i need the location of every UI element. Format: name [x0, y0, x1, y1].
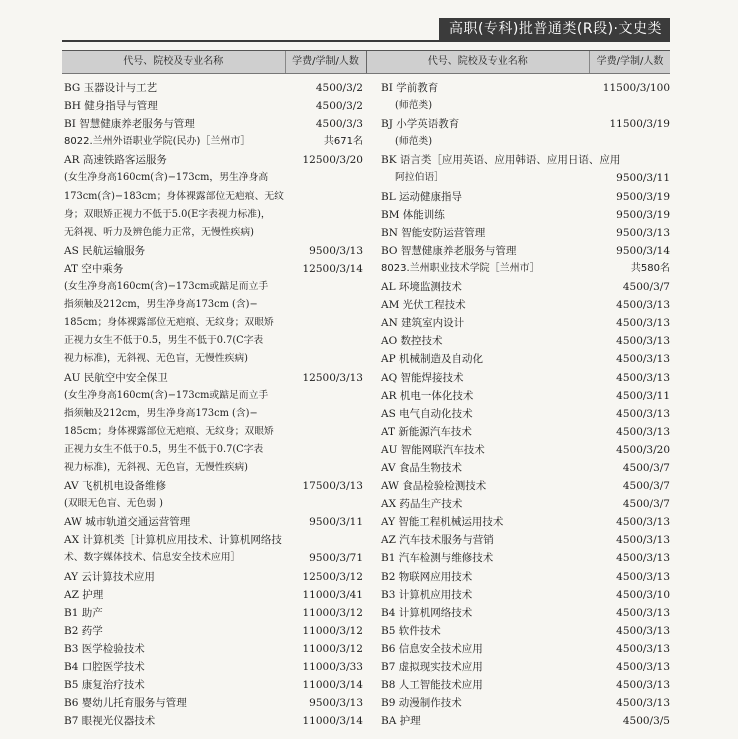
- program-name: AW 食品检验检测技术: [381, 480, 487, 493]
- note-row: [62, 405, 365, 423]
- program-name: 正视力女生不低于0.5，男生不低于0.7(C字表: [64, 443, 264, 455]
- program-name: BJ 小学英语教育: [381, 118, 460, 131]
- program-fee: 9500/3/71: [309, 552, 363, 565]
- school-row: [369, 260, 672, 278]
- program-row: [369, 712, 672, 730]
- program-fee: 12500/3/20: [302, 154, 363, 167]
- program-row: [369, 622, 672, 640]
- program-fee: 4500/3/13: [616, 371, 670, 384]
- program-name: (女生净身高160cm(含)−173cm或踮足而立手: [64, 389, 269, 401]
- program-name: AV 飞机机电设备维修: [64, 480, 166, 493]
- program-fee: 12500/3/14: [302, 262, 363, 275]
- program-name: 视力标准)，无斜视、无色盲，无慢性疾病): [64, 353, 248, 365]
- program-row: [369, 513, 672, 531]
- program-name: AY 云计算技术应用: [64, 570, 155, 583]
- program-name: B2 物联网应用技术: [381, 570, 473, 583]
- note-row: [62, 350, 365, 368]
- program-name: BG 玉器设计与工艺: [64, 82, 158, 94]
- program-row: [369, 694, 672, 712]
- program-row: [369, 531, 672, 549]
- program-row: [369, 206, 672, 224]
- program-row: [369, 604, 672, 622]
- top-rule: [62, 40, 670, 42]
- program-fee: 11500/3/100: [602, 82, 670, 94]
- program-name: AZ 汽车技术服务与营销: [381, 534, 494, 547]
- program-row: [62, 658, 365, 676]
- program-fee: 4500/3/7: [622, 281, 670, 294]
- program-row: [62, 568, 365, 586]
- program-row: [369, 188, 672, 206]
- program-row: [369, 441, 672, 459]
- program-fee: 4500/3/13: [616, 516, 670, 529]
- program-name: BA 护理: [381, 715, 421, 728]
- program-fee: 9500/3/19: [616, 208, 670, 221]
- program-name: 185cm；身体裸露部位无疤痕、无纹身；双眼矫: [64, 425, 274, 437]
- program-name: BH 健身指导与管理: [64, 100, 158, 113]
- program-fee: 11000/3/33: [302, 661, 363, 673]
- program-row: [369, 224, 672, 242]
- note-row: [62, 495, 365, 513]
- program-row: [369, 369, 672, 387]
- program-row: [62, 242, 365, 260]
- program-name: 173cm(含)−183cm；身体裸露部位无疤痕、无纹: [64, 190, 284, 202]
- program-name: BO 智慧健康养老服务与管理: [381, 244, 517, 257]
- program-fee: 4500/3/11: [616, 389, 670, 402]
- note-row: [369, 133, 672, 151]
- program-fee: 9500/3/13: [616, 226, 670, 239]
- note-row: [62, 423, 365, 441]
- header-fee-left: 学费/学制/人数: [285, 51, 366, 73]
- program-name: B5 软件技术: [381, 624, 441, 637]
- program-name: AZ 护理: [64, 588, 104, 601]
- program-name: AX 计算机类［计算机应用技术、计算机网络技: [64, 534, 282, 547]
- program-name: AU 民航空中安全保卫: [64, 371, 168, 384]
- program-row: [62, 97, 365, 115]
- program-row: [369, 676, 672, 694]
- program-row: [62, 151, 365, 169]
- program-row: [62, 513, 365, 531]
- program-name: BK 语言类［应用英语、应用韩语、应用日语、应用: [381, 154, 621, 167]
- program-row: [62, 586, 365, 604]
- note-row: [62, 206, 365, 224]
- program-name: 8022.兰州外语职业学院(民办)［兰州市］: [64, 136, 251, 148]
- program-name: AX 药品生产技术: [381, 498, 463, 511]
- program-name: AU 智能网联汽车技术: [381, 443, 485, 456]
- header-fee-right: 学费/学制/人数: [589, 51, 670, 73]
- program-row: [62, 694, 365, 712]
- program-name: AP 机械制造及自动化: [381, 353, 483, 366]
- note-row: [62, 224, 365, 242]
- note-row: [62, 441, 365, 459]
- program-fee: 4500/3/13: [616, 570, 670, 583]
- program-row: [62, 622, 365, 640]
- program-name: BI 学前教育: [381, 82, 439, 94]
- program-name: 8023.兰州职业技术学院［兰州市］: [381, 262, 540, 274]
- program-name: 正视力女生不低于0.5，男生不低于0.7(C字表: [64, 335, 264, 347]
- table-header: [62, 50, 670, 74]
- program-name: B4 口腔医学技术: [64, 661, 145, 673]
- program-fee: 4500/3/13: [616, 534, 670, 547]
- program-fee: 11000/3/12: [302, 624, 363, 637]
- program-row: [62, 115, 365, 133]
- program-fee: 4500/3/10: [616, 588, 670, 601]
- program-fee: 4500/3/7: [622, 461, 670, 474]
- table-body: [62, 79, 670, 730]
- program-row: [369, 658, 672, 676]
- program-fee: 4500/3/13: [616, 642, 670, 655]
- program-row: [369, 477, 672, 495]
- program-row: [62, 79, 365, 97]
- program-row: [369, 549, 672, 567]
- program-fee: 4500/3/13: [616, 552, 670, 565]
- program-fee: 11000/3/41: [302, 588, 363, 601]
- program-row: [62, 676, 365, 694]
- program-row: [369, 495, 672, 513]
- program-name: AW 城市轨道交通运营管理: [64, 516, 191, 529]
- program-row: [62, 369, 365, 387]
- program-name: 身；双眼矫正视力不低于5.0(E字表视力标准)，: [64, 208, 271, 220]
- program-fee: 4500/3/13: [616, 606, 670, 619]
- program-row: [62, 477, 365, 495]
- program-name: AR 高速铁路客运服务: [64, 154, 167, 167]
- admissions-table: [62, 50, 670, 730]
- program-name: 术、数字媒体技术、信息安全技术应用］: [64, 552, 241, 564]
- program-row: [62, 712, 365, 730]
- program-row: [369, 459, 672, 477]
- program-name: B3 医学检验技术: [64, 642, 145, 655]
- program-fee: 4500/3/13: [616, 425, 670, 438]
- program-row: [369, 568, 672, 586]
- program-fee: 12500/3/12: [302, 570, 363, 583]
- program-name: B7 虚拟现实技术应用: [381, 661, 483, 673]
- program-fee: 4500/3/13: [616, 317, 670, 330]
- note-row: [62, 332, 365, 350]
- note-row: [62, 278, 365, 296]
- program-fee: 4500/3/13: [616, 353, 670, 366]
- program-row: [369, 405, 672, 423]
- program-fee: 9500/3/11: [309, 516, 363, 529]
- program-fee: 17500/3/13: [302, 480, 363, 493]
- program-row: [62, 260, 365, 278]
- program-row: [369, 586, 672, 604]
- program-row: [369, 314, 672, 332]
- program-name: AT 空中乘务: [64, 262, 124, 275]
- note-row: [369, 97, 672, 115]
- program-fee: 12500/3/13: [302, 371, 363, 384]
- program-name: B9 动漫制作技术: [381, 697, 462, 710]
- program-row: [369, 278, 672, 296]
- program-row: [369, 423, 672, 441]
- program-name: B7 眼视光仪器技术: [64, 715, 156, 728]
- program-fee: 4500/3/7: [622, 498, 670, 511]
- program-row: [369, 79, 672, 97]
- note-row: [62, 314, 365, 332]
- program-row: [369, 242, 672, 260]
- header-name-right: 代号、院校及专业名称: [427, 56, 528, 67]
- program-fee: 9500/3/13: [309, 244, 363, 257]
- program-name: (双眼无色盲、无色弱 ): [64, 498, 163, 510]
- program-fee: 4500/3/20: [616, 443, 670, 456]
- school-row: [62, 133, 365, 151]
- program-name: AQ 智能焊接技术: [381, 371, 464, 384]
- program-row: [369, 151, 672, 169]
- program-name: 无斜视、听力及辨色能力正常，无慢性疾病): [64, 226, 254, 238]
- program-fee: 4500/3/13: [616, 697, 670, 710]
- program-fee: 4500/3/2: [315, 82, 363, 94]
- program-name: 指须触及212cm，男生净身高173cm (含)−: [64, 299, 258, 311]
- program-name: (女生净身高160cm(含)−173cm，男生净身高: [64, 172, 269, 184]
- program-row: [62, 531, 365, 549]
- program-row: [369, 115, 672, 133]
- program-name: (女生净身高160cm(含)−173cm或踮足而立手: [64, 281, 269, 293]
- program-fee: 11000/3/12: [302, 606, 363, 619]
- program-name: 指须触及212cm，男生净身高173cm (含)−: [64, 407, 258, 419]
- program-fee: 共671名: [323, 136, 363, 148]
- program-row: [369, 387, 672, 405]
- program-fee: 11000/3/14: [302, 715, 363, 728]
- program-name: (师范类): [395, 100, 433, 112]
- program-name: BN 智能安防运营管理: [381, 226, 486, 239]
- program-name: BI 智慧健康养老服务与管理: [64, 118, 195, 131]
- program-name: 阿拉伯语］: [395, 172, 444, 184]
- program-row: [62, 640, 365, 658]
- note-row: [62, 387, 365, 405]
- program-name: B6 婴幼儿托育服务与管理: [64, 697, 187, 710]
- program-fee: 9500/3/19: [616, 190, 670, 203]
- program-fee: 4500/3/13: [616, 679, 670, 692]
- program-row: [369, 332, 672, 350]
- program-name: B5 康复治疗技术: [64, 679, 145, 692]
- program-fee: 9500/3/13: [309, 697, 363, 710]
- program-name: BM 体能训练: [381, 208, 445, 221]
- program-name: AM 光伏工程技术: [381, 299, 466, 312]
- note-row: [62, 459, 365, 477]
- note-row: [62, 296, 365, 314]
- note-row: [62, 169, 365, 187]
- program-name: B3 计算机应用技术: [381, 588, 473, 601]
- program-row: [369, 350, 672, 368]
- program-name: B1 助产: [64, 606, 103, 619]
- section-banner: 高职(专科)批普通类(R段)·文史类: [439, 18, 670, 40]
- program-name: B1 汽车检测与维修技术: [381, 552, 494, 565]
- program-name: AO 数控技术: [381, 335, 443, 348]
- program-name: B2 药学: [64, 624, 103, 637]
- program-name: AV 食品生物技术: [381, 461, 462, 474]
- note-row: [62, 549, 365, 567]
- program-fee: 4500/3/3: [315, 118, 363, 131]
- program-fee: 11000/3/14: [302, 679, 363, 692]
- program-fee: 4500/3/13: [616, 335, 670, 348]
- program-fee: 共580名: [630, 262, 670, 274]
- header-name-left: 代号、院校及专业名称: [123, 56, 224, 67]
- program-fee: 4500/3/13: [616, 624, 670, 637]
- program-name: (师范类): [395, 136, 433, 148]
- program-name: 视力标准)，无斜视、无色盲，无慢性疾病): [64, 461, 248, 473]
- program-fee: 11500/3/19: [609, 118, 670, 131]
- program-name: B4 计算机网络技术: [381, 606, 473, 619]
- program-fee: 9500/3/11: [616, 172, 670, 185]
- program-fee: 4500/3/13: [616, 407, 670, 420]
- program-name: AS 电气自动化技术: [381, 407, 473, 420]
- program-name: AS 民航运输服务: [64, 244, 146, 257]
- program-name: AR 机电一体化技术: [381, 389, 474, 402]
- program-fee: 4500/3/13: [616, 299, 670, 312]
- program-fee: 4500/3/5: [622, 715, 670, 728]
- left-column: [62, 79, 369, 730]
- program-name: AT 新能源汽车技术: [381, 425, 472, 438]
- program-name: AY 智能工程机械运用技术: [381, 516, 504, 529]
- program-row: [62, 604, 365, 622]
- program-name: 185cm；身体裸露部位无疤痕、无纹身；双眼矫: [64, 317, 274, 329]
- program-fee: 11000/3/12: [302, 642, 363, 655]
- program-name: B6 信息安全技术应用: [381, 642, 483, 655]
- program-row: [369, 640, 672, 658]
- program-fee: 4500/3/7: [622, 480, 670, 493]
- right-column: [369, 79, 672, 730]
- program-row: [369, 296, 672, 314]
- note-row: [369, 169, 672, 187]
- program-name: BL 运动健康指导: [381, 190, 463, 203]
- note-row: [62, 188, 365, 206]
- program-name: B8 人工智能技术应用: [381, 679, 483, 692]
- program-fee: 4500/3/13: [616, 661, 670, 673]
- program-fee: 4500/3/2: [315, 100, 363, 113]
- program-fee: 9500/3/14: [616, 244, 670, 257]
- program-name: AL 环境监测技术: [381, 281, 462, 294]
- program-name: AN 建筑室内设计: [381, 317, 465, 330]
